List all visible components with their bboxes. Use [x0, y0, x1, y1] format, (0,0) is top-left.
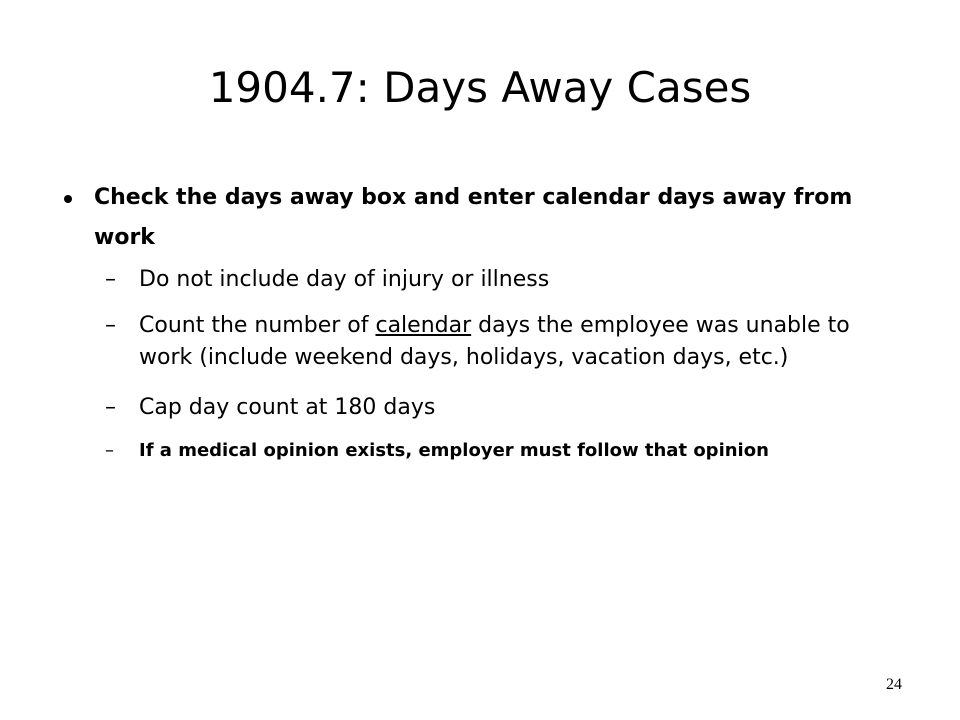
sub-bullet-text: If a medical opinion exists, employer must follow that opinion — [139, 440, 769, 461]
dash-icon: – — [105, 440, 114, 461]
slide-title: 1904.7: Days Away Cases — [208, 63, 752, 112]
sub-bullet-text: Cap day count at 180 days — [139, 395, 436, 420]
main-bullet — [60, 178, 900, 258]
sub-bullet-item — [60, 310, 900, 374]
sub-bullet-item — [60, 434, 900, 468]
page-number: 24 — [886, 676, 902, 693]
sub-bullet-text-end: days the employee was unable to work (include weekend days, holidays, vacation days, etc.) — [139, 313, 850, 370]
sub-bullet-text: Do not include day of injury or illness — [139, 267, 550, 292]
slide-body — [60, 178, 900, 468]
bullet-dot-icon — [64, 195, 72, 203]
dash-icon: – — [105, 267, 116, 292]
sub-bullet-list — [60, 264, 900, 468]
main-bullet-text: Check the days away box and enter calendar days away from work — [94, 185, 853, 250]
sub-bullet-text-start: Count the number of — [139, 313, 376, 338]
sub-bullet-item — [60, 264, 900, 296]
underlined-word: calendar — [375, 313, 472, 338]
dash-icon: – — [105, 313, 116, 338]
dash-icon: – — [105, 395, 116, 420]
sub-bullet-item — [60, 392, 900, 424]
